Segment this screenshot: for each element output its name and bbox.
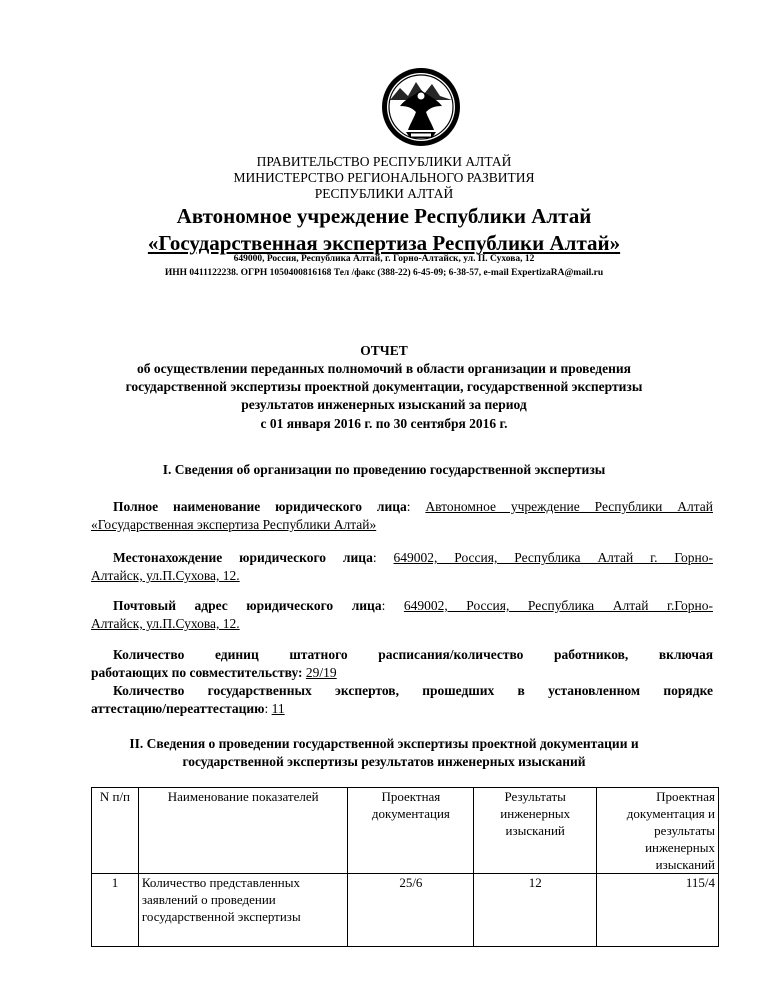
table-cell: Количество представленных заявлений о проведении государственной экспертизы bbox=[138, 874, 348, 947]
government-header: ПРАВИТЕЛЬСТВО РЕСПУБЛИКИ АЛТАЙ МИНИСТЕРСТВО РЕГИОНАЛЬНОГО РАЗВИТИЯ РЕСПУБЛИКИ АЛТАЙ bbox=[233, 154, 535, 201]
staff-paragraph: Количество единиц штатного расписания/количество работников, включая работающих по совместительству: 29/19 Количество государственных экспертов, прошедших в установленном порядке аттестацию/переаттестацию: 11 bbox=[91, 647, 713, 716]
table-header-cell: N п/п bbox=[92, 788, 139, 874]
full-name-paragraph: Полное наименование юридического лица: Автономное учреждение Республики Алтай «Государственная экспертиза Республики Алтай» bbox=[91, 499, 713, 532]
coat-of-arms-emblem bbox=[380, 66, 462, 148]
table-cell: 1 bbox=[92, 874, 139, 947]
postal-address-paragraph: Почтовый адрес юридического лица: 649002, Россия, Республика Алтай г.Горно- Алтайск, ул.П.Сухова, 12. bbox=[91, 598, 713, 631]
organization-name: Автономное учреждение Республики Алтай «Государственная экспертиза Республики Алтай» bbox=[147, 204, 621, 255]
section1-heading: I. Сведения об организации по проведению государственной экспертизы bbox=[162, 462, 606, 477]
report-title: ОТЧЕТ об осуществлении переданных полномочий в области организации и проведения государственной экспертизы проектной документации, государственной экспертизы результатов инженерных изысканий за период bbox=[125, 343, 643, 412]
organization-address: 649000, Россия, Республика Алтай, г. Горно-Алтайск, ул. П. Сухова, 12 ИНН 0411122238. ОГРН 1050400816168 Тел /факс (388-22) 6-45-09; 6-38-57, e-mail ExpertizaRA@mail.ru bbox=[164, 254, 604, 278]
section2-heading: II. Сведения о проведении государственной экспертизы проектной документации и государственной экспертизы результатов инженерных изысканий bbox=[129, 736, 639, 769]
table-header-cell: Проектная документация и результаты инженерных изысканий bbox=[597, 788, 719, 874]
table-header-cell: Результаты инженерных изысканий bbox=[474, 788, 597, 874]
table-header-cell: Наименование показателей bbox=[138, 788, 348, 874]
report-period: с 01 января 2016 г. по 30 сентября 2016 г. bbox=[260, 416, 508, 431]
table-header-row bbox=[92, 788, 719, 874]
table-row bbox=[92, 874, 719, 947]
table-cell: 115/4 bbox=[597, 874, 719, 947]
table-header-cell: Проектная документация bbox=[348, 788, 474, 874]
expertise-table bbox=[91, 787, 719, 947]
table-cell: 25/6 bbox=[348, 874, 474, 947]
table-cell: 12 bbox=[474, 874, 597, 947]
location-paragraph: Местонахождение юридического лица: 649002, Россия, Республика Алтай г. Горно- Алтайск, ул.П.Сухова, 12. bbox=[91, 550, 713, 583]
